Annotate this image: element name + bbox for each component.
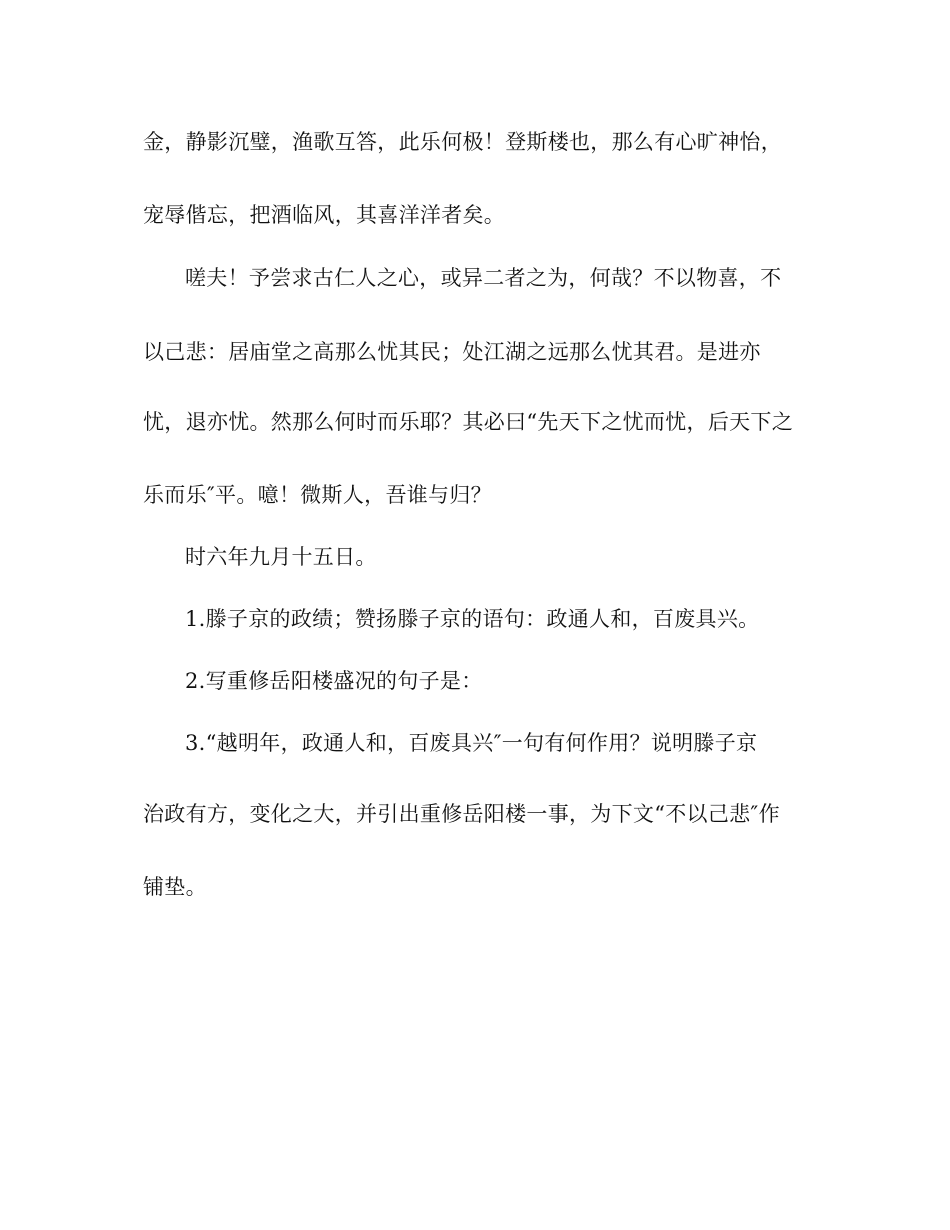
text-line-3: 嗟夫！予尝求古仁人之心，或异二者之为，何哉？不以物喜，不 (185, 266, 782, 290)
text-line-5: 忧，退亦忧。然那么何时而乐耶？其必曰“先天下之忧而忧，后天下之 (143, 410, 794, 434)
text-line-4: 以己悲：居庙堂之高那么忧其民；处江湖之远那么忧其君。是进亦 (143, 340, 761, 364)
text-line-1: 金，静影沉璧，渔歌互答，此乐何极！登斯楼也，那么有心旷神怡， (143, 130, 782, 154)
text-line-11: 治政有方，变化之大，并引出重修岳阳楼一事，为下文“不以己悲″作 (143, 802, 780, 826)
text-line-12: 铺垫。 (143, 875, 207, 899)
text-line-10: 3.“越明年，政通人和，百废具兴″一句有何作用？说明滕子京 (185, 731, 758, 755)
text-line-7: 时六年九月十五日。 (185, 545, 377, 569)
text-line-8: 1.滕子京的政绩；赞扬滕子京的语句：政通人和，百废具兴。 (185, 607, 760, 631)
text-line-9: 2.写重修岳阳楼盛况的句子是： (185, 669, 483, 693)
text-line-6: 乐而乐″平。噫！微斯人，吾谁与归？ (143, 483, 492, 507)
text-line-2: 宠辱偕忘，把酒临风，其喜洋洋者矣。 (143, 203, 506, 227)
